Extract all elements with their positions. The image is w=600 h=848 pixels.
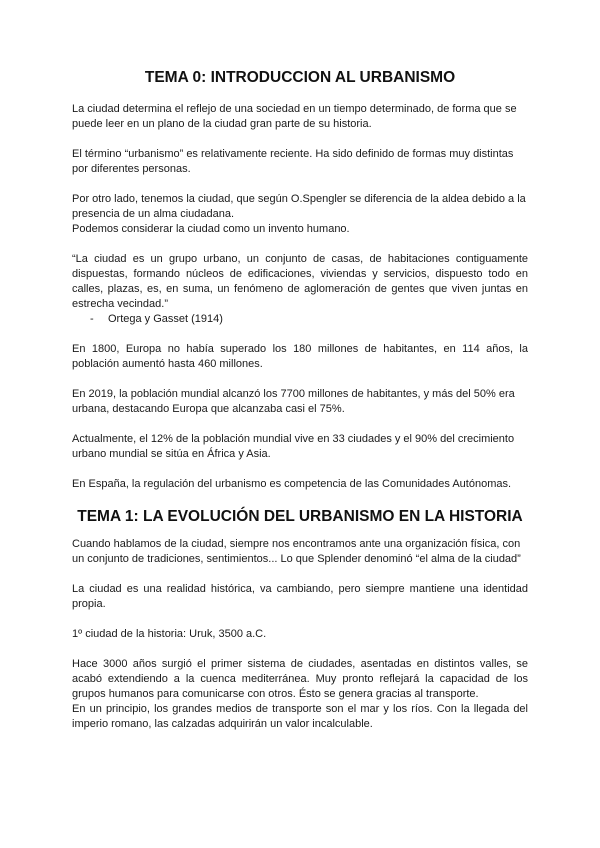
quote-dash: - [90,313,94,325]
tema0-paragraph-4: En 1800, Europa no había superado los 180 millones de habitantes, en 114 años, la población aumentó hasta 460 millones. [72,343,528,370]
tema0-paragraph-3a: Por otro lado, tenemos la ciudad, que según O.Spengler se diferencia de la aldea debido a la presencia de un alma ciudadana. [72,193,526,220]
tema1-paragraph-2: La ciudad es una realidad histórica, va cambiando, pero siempre mantiene una identidad propia. [72,583,528,610]
tema0-title: TEMA 0: INTRODUCCION AL URBANISMO [144,69,456,86]
tema0-paragraph-1: La ciudad determina el reflejo de una sociedad en un tiempo determinado, de forma que se puede leer en un plano de la ciudad gran parte de su historia. [72,103,517,130]
tema1-paragraph-4b: En un principio, los grandes medios de transporte son el mar y los ríos. Con la llegada del imperio romano, las calzadas adquirirán un valor incalculable. [72,703,528,730]
document-page [72,68,528,747]
quote-author: Ortega y Gasset (1914) [108,313,223,325]
tema1-paragraph-4a: Hace 3000 años surgió el primer sistema de ciudades, asentadas en distintos valles, se acabó extendiendo a la cuenca mediterránea. Muy pronto reflejará la capacidad de los grupos humanos para comunicarse con otros. Ésto se genera gracias al transporte. [72,658,528,700]
tema1-paragraph-1: Cuando hablamos de la ciudad, siempre nos encontramos ante una organización física, con un conjunto de tradiciones, sentimientos... Lo que Splender denominó “el alma de la ciudad” [72,538,521,565]
quote-attribution [90,312,528,327]
tema1-title: TEMA 1: LA EVOLUCIÓN DEL URBANISMO EN LA HISTORIA [77,508,523,525]
tema0-paragraph-7: En España, la regulación del urbanismo es competencia de las Comunidades Autónomas. [72,478,512,490]
tema0-paragraph-6: Actualmente, el 12% de la población mundial vive en 33 ciudades y el 90% del crecimiento urbano mundial se sitúa en África y Asia. [72,433,515,460]
tema0-paragraph-2: El término “urbanismo” es relativamente reciente. Ha sido definido de formas muy distintas por diferentes personas. [72,148,514,175]
tema0-quote: “La ciudad es un grupo urbano, un conjunto de casas, de habitaciones contiguamente dispuestas, formando núcleos de edificaciones, viviendas y servicios, dispuesto todo en calles, plazas, es, en suma, un fenómeno de aglomeración de gentes que viven juntas en estrecha vecindad.” [72,253,528,310]
tema0-paragraph-3b: Podemos considerar la ciudad como un invento humano. [72,223,350,235]
tema0-paragraph-5: En 2019, la población mundial alcanzó los 7700 millones de habitantes, y más del 50% era urbana, destacando Europa que alcanzaba casi el 75%. [72,388,515,415]
tema1-paragraph-3: 1º ciudad de la historia: Uruk, 3500 a.C. [72,628,267,640]
